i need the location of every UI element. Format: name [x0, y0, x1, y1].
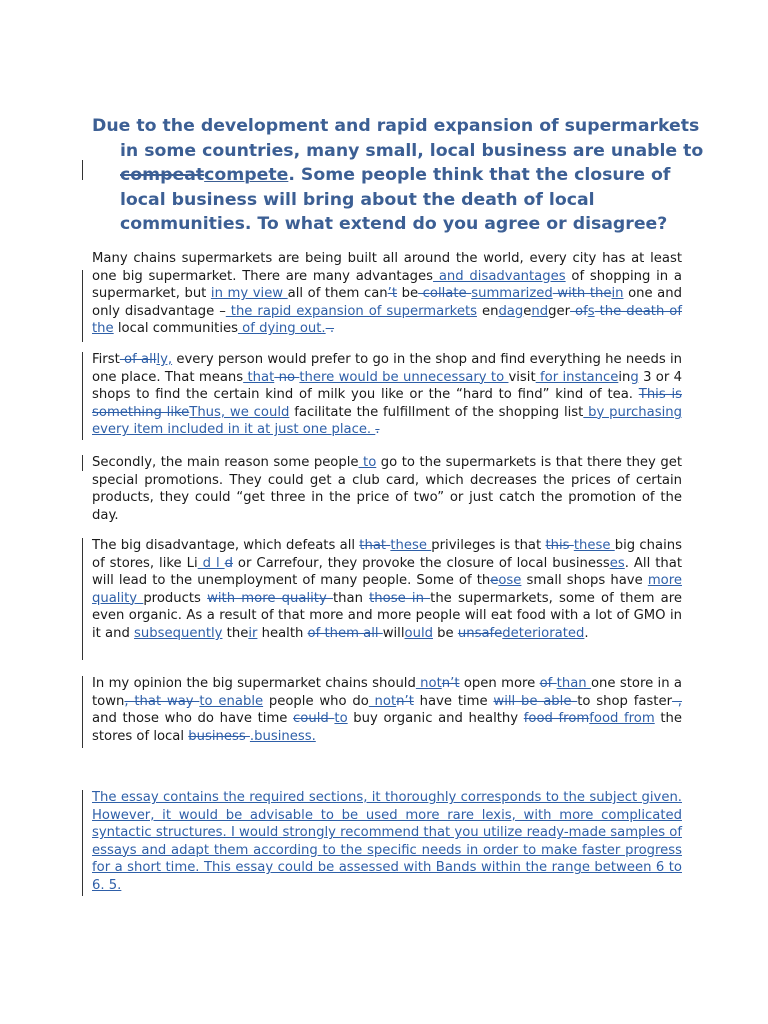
change-bar	[82, 270, 83, 342]
title-text: Due to the development and rapid expansion of supermarkets in some countries, many small, local business are unable to	[92, 116, 704, 161]
change-bar	[82, 455, 83, 471]
change-bar	[82, 676, 83, 748]
reviewer-feedback: The essay contains the required sections, it thoroughly corresponds to the subject given. However, it would be advisable to be used more rare lexis, with more complicated syntactic structures. I would strongly recommend that you utilize ready-made samples of essays and adapt them according to the specific needs in order to make faster progress for a short time. This essay could be assessed with Bands within the range between 6 to 6. 5.	[92, 790, 682, 893]
paragraph-intro: Many chains supermarkets are being built all around the world, every city has at least one big supermarket. There are many advantages and disadvantages of shopping in a supermarket, but in my view all of them can’t be collate summarized with thein one and only disadvantage – the rapid expansion of supermarkets endagendger ofs the death of the local communities of dying out. .	[92, 251, 683, 337]
paragraph-first: First of allly, every person would prefer to go in the shop and find everything he needs in one place. That means that no there would be unnecessary to visit for instanceing 3 or 4 shops to find the certain kind of milk you like or the “hard to find” kind of tea. This is something likeThus, we could facilitate the fulfillment of the shopping list by purchasing every item included in it at just one place. .	[92, 352, 682, 438]
change-bar	[82, 538, 83, 660]
inserted-text: compete	[204, 165, 289, 185]
deleted-text: compeat	[120, 165, 205, 185]
title-text: . Some people think that the closure of local business will bring about the death of local communities. To what extend do you agree or disagree?	[120, 165, 671, 234]
paragraph-disadvantage: The big disadvantage, which defeats all that these privileges is that this these big chains of stores, like Li d l d or Carrefour, they provoke the closure of local businesses. All that will lead to the unemployment of many people. Some of theose small shops have more quality products with more quality than those in the supermarkets, some of them are even organic. As a result of that more and more people will eat food with a lot of GMO in it and subsequently their health of them all willould be unsafedeteriorated.	[92, 538, 682, 641]
change-bar	[82, 352, 83, 440]
paragraph-second: Secondly, the main reason some people to go to the supermarkets is that there they get special promotions. They could get a club card, which decreases the prices of certain products, they could “get three in the price of two” or just catch the promotion of the day.	[92, 455, 683, 523]
change-bar	[82, 790, 83, 896]
change-bar	[82, 160, 83, 180]
essay-question	[92, 114, 710, 237]
paragraph-opinion: In my opinion the big supermarket chains should notn’t open more of than one store in a town, that way to enable people who do notn’t have time will be able to shop faster , and those who do have time could to buy organic and healthy food fromfood from the stores of local business .business.	[92, 676, 683, 744]
